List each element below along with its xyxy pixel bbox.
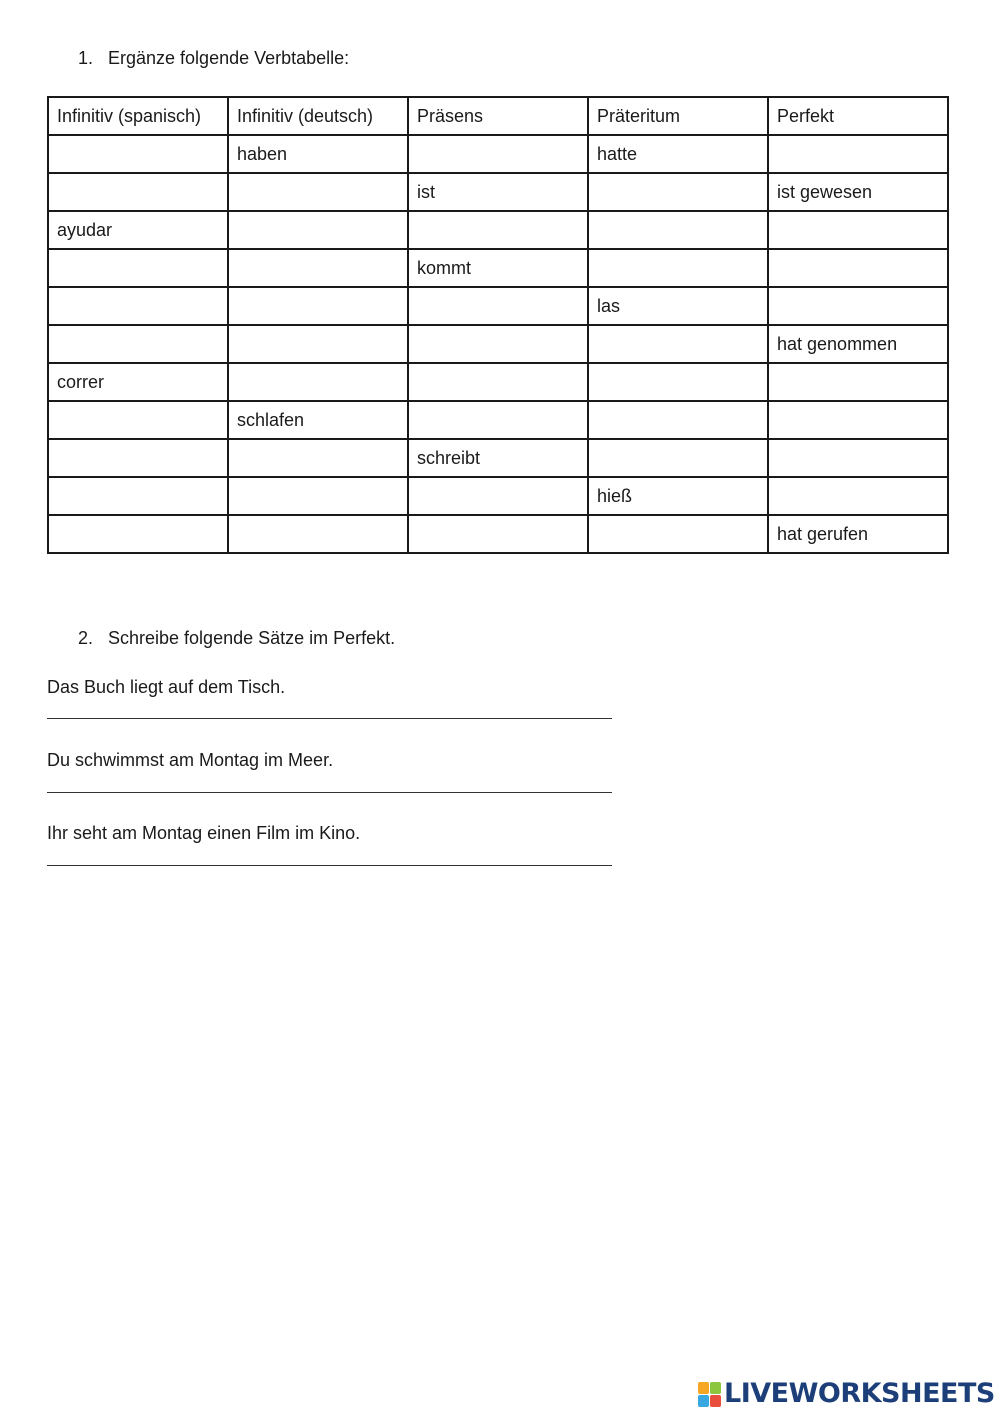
logo-mark-square: [710, 1395, 721, 1407]
table-cell[interactable]: [48, 477, 228, 515]
logo-mark-square: [710, 1382, 721, 1394]
logo-mark-square: [698, 1395, 709, 1407]
logo-mark-icon: [698, 1382, 721, 1407]
table-cell[interactable]: [768, 135, 948, 173]
table-cell[interactable]: [408, 135, 588, 173]
task-1-number: 1.: [78, 48, 94, 68]
logo-text: LIVEWORKSHEETS: [724, 1378, 995, 1409]
table-cell[interactable]: [48, 325, 228, 363]
table-cell: schreibt: [408, 439, 588, 477]
table-cell: ist gewesen: [768, 173, 948, 211]
table-cell[interactable]: [768, 363, 948, 401]
table-cell[interactable]: [48, 515, 228, 553]
table-row: [48, 515, 948, 553]
table-cell[interactable]: [588, 363, 768, 401]
table-cell[interactable]: [588, 515, 768, 553]
table-header-row: [48, 97, 948, 135]
table-cell: hat genommen: [768, 325, 948, 363]
table-row: [48, 439, 948, 477]
table-cell[interactable]: [228, 249, 408, 287]
table-cell[interactable]: [228, 287, 408, 325]
table-cell[interactable]: [408, 325, 588, 363]
table-cell: schlafen: [228, 401, 408, 439]
verb-table: [47, 96, 949, 554]
table-cell[interactable]: [228, 363, 408, 401]
table-cell: ist: [408, 173, 588, 211]
table-cell[interactable]: [408, 477, 588, 515]
logo-mark-square: [698, 1382, 709, 1394]
table-cell[interactable]: [228, 325, 408, 363]
answer-line-2[interactable]: [47, 792, 612, 793]
table-cell[interactable]: [228, 477, 408, 515]
task-1-heading-text: Ergänze folgende Verbtabelle:: [108, 48, 350, 68]
header-cell: Perfekt: [768, 97, 948, 135]
table-cell[interactable]: [768, 211, 948, 249]
table-cell[interactable]: [768, 439, 948, 477]
table-row: [48, 401, 948, 439]
header-cell: Präteritum: [588, 97, 768, 135]
table-cell: correr: [48, 363, 228, 401]
table-cell: las: [588, 287, 768, 325]
sentence-1: Das Buch liegt auf dem Tisch.: [47, 677, 286, 697]
table-cell[interactable]: [408, 401, 588, 439]
table-cell: kommt: [408, 249, 588, 287]
table-cell[interactable]: [588, 249, 768, 287]
task-2-heading-text: Schreibe folgende Sätze im Perfekt.: [108, 628, 396, 648]
table-cell[interactable]: [48, 135, 228, 173]
answer-line-1[interactable]: [47, 718, 612, 719]
table-cell: hieß: [588, 477, 768, 515]
table-row: [48, 249, 948, 287]
table-row: [48, 135, 948, 173]
table-row: [48, 211, 948, 249]
table-cell[interactable]: [48, 439, 228, 477]
table-cell[interactable]: [768, 249, 948, 287]
sentence-3: Ihr seht am Montag einen Film im Kino.: [47, 823, 361, 843]
task-2-heading: [78, 627, 395, 649]
table-cell[interactable]: [48, 287, 228, 325]
table-cell[interactable]: [48, 173, 228, 211]
table-row: [48, 477, 948, 515]
table-cell: hat gerufen: [768, 515, 948, 553]
table-cell: haben: [228, 135, 408, 173]
table-row: [48, 363, 948, 401]
table-row: [48, 287, 948, 325]
table-cell: ayudar: [48, 211, 228, 249]
table-cell[interactable]: [768, 401, 948, 439]
table-cell[interactable]: [228, 515, 408, 553]
answer-line-3[interactable]: [47, 865, 612, 866]
table-cell[interactable]: [588, 173, 768, 211]
table-cell[interactable]: [408, 363, 588, 401]
table-cell[interactable]: [588, 325, 768, 363]
table-cell[interactable]: [588, 211, 768, 249]
task-2-number: 2.: [78, 628, 94, 648]
table-cell: hatte: [588, 135, 768, 173]
table-cell[interactable]: [228, 173, 408, 211]
table-cell[interactable]: [48, 249, 228, 287]
header-cell: Präsens: [408, 97, 588, 135]
header-cell: Infinitiv (deutsch): [228, 97, 408, 135]
table-cell[interactable]: [588, 439, 768, 477]
sentence-2: Du schwimmst am Montag im Meer.: [47, 750, 334, 770]
table-cell[interactable]: [228, 211, 408, 249]
table-cell[interactable]: [48, 401, 228, 439]
task-1-heading: [78, 47, 349, 69]
table-row: [48, 173, 948, 211]
table-cell[interactable]: [768, 477, 948, 515]
table-cell[interactable]: [408, 515, 588, 553]
table-cell[interactable]: [588, 401, 768, 439]
liveworksheets-logo: [698, 1380, 995, 1408]
table-cell[interactable]: [768, 287, 948, 325]
table-cell[interactable]: [408, 287, 588, 325]
header-cell: Infinitiv (spanisch): [48, 97, 228, 135]
table-row: [48, 325, 948, 363]
table-cell[interactable]: [228, 439, 408, 477]
table-cell[interactable]: [408, 211, 588, 249]
